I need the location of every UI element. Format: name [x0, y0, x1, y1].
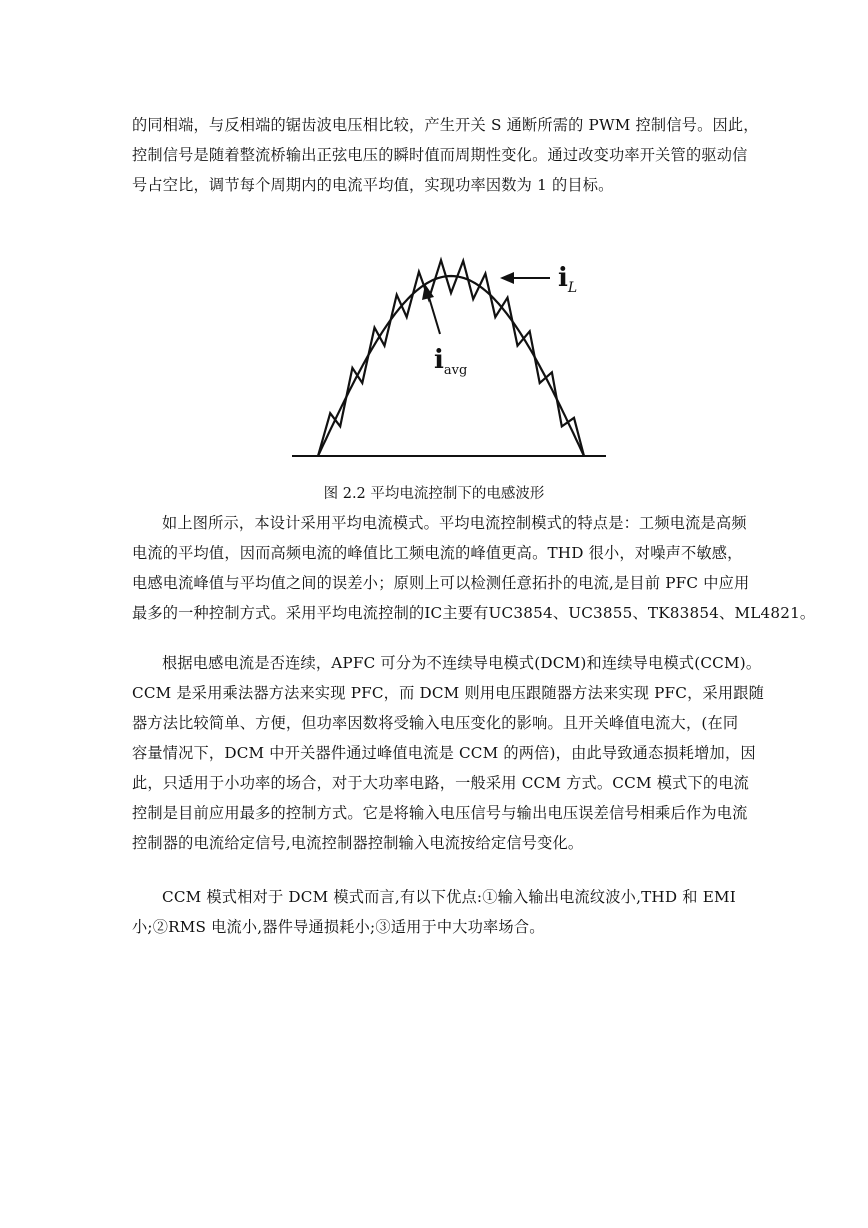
text-line: CCM 是采用乘法器方法来实现 PFC，而 DCM 则用电压跟随器方法来实现 PFC，采用跟随 [132, 684, 765, 702]
paragraph-4 [132, 882, 740, 942]
text-line: 号占空比，调节每个周期内的电流平均值，实现功率因数为 1 的目标。 [132, 176, 614, 194]
text-line: 根据电感电流是否连续，APFC 可分为不连续导电模式(DCM)和连续导电模式(CCM)。 [162, 654, 762, 672]
inductor-current-ripple [318, 260, 584, 456]
text-line: 控制是目前应用最多的控制方式。它是将输入电压信号与输出电压误差信号相乘后作为电流 [132, 804, 748, 822]
text-line: 控制器的电流给定信号,电流控制器控制输入电流按给定信号变化。 [132, 834, 584, 852]
text-line: 控制信号是随着整流桥输出正弦电压的瞬时值而周期性变化。通过改变功率开关管的驱动信 [132, 146, 748, 164]
paragraph-3 [132, 648, 765, 858]
il-arrow-head [500, 272, 514, 284]
iavg-label: $i_{avg}$ [434, 345, 468, 378]
figure-caption: 图 2.2 平均电流控制下的电感波形 [323, 486, 545, 502]
paragraph-2 [132, 508, 816, 628]
text-line: 容量情况下，DCM 中开关器件通过峰值电流是 CCM 的两倍)，由此导致通态损耗增加，因 [132, 744, 756, 762]
inductor-current-waveform-figure [288, 250, 610, 470]
text-line: CCM 模式相对于 DCM 模式而言,有以下优点:①输入输出电流纹波小,THD 和 EMI [162, 888, 736, 906]
text-line: 电感电流峰值与平均值之间的误差小；原则上可以检测任意拓扑的电流,是目前 PFC 中应用 [132, 574, 750, 592]
text-line: 器方法比较简单、方便，但功率因数将受输入电压变化的影响。且开关峰值电流大，(在同 [132, 714, 739, 732]
text-line: 的同相端，与反相端的锯齿波电压相比较，产生开关 S 通断所需的 PWM 控制信号。因此， [132, 116, 759, 134]
paragraph-1 [132, 110, 759, 200]
text-line: 小;②RMS 电流小,器件导通损耗小;③适用于中大功率场合。 [132, 918, 545, 936]
text-line: 如上图所示，本设计采用平均电流模式。平均电流控制模式的特点是：工频电流是高频 [162, 514, 747, 532]
iavg-arrow-line [428, 294, 440, 334]
text-line: 最多的一种控制方式。采用平均电流控制的IC主要有UC3854、UC3855、TK83854、ML4821。 [132, 604, 816, 622]
text-line: 此，只适用于小功率的场合，对于大功率电路，一般采用 CCM 方式。CCM 模式下的电流 [132, 774, 750, 792]
il-label: $i_L$ [558, 263, 578, 296]
text-line: 电流的平均值，因而高频电流的峰值比工频电流的峰值更高。THD 很小，对噪声不敏感， [132, 544, 743, 562]
